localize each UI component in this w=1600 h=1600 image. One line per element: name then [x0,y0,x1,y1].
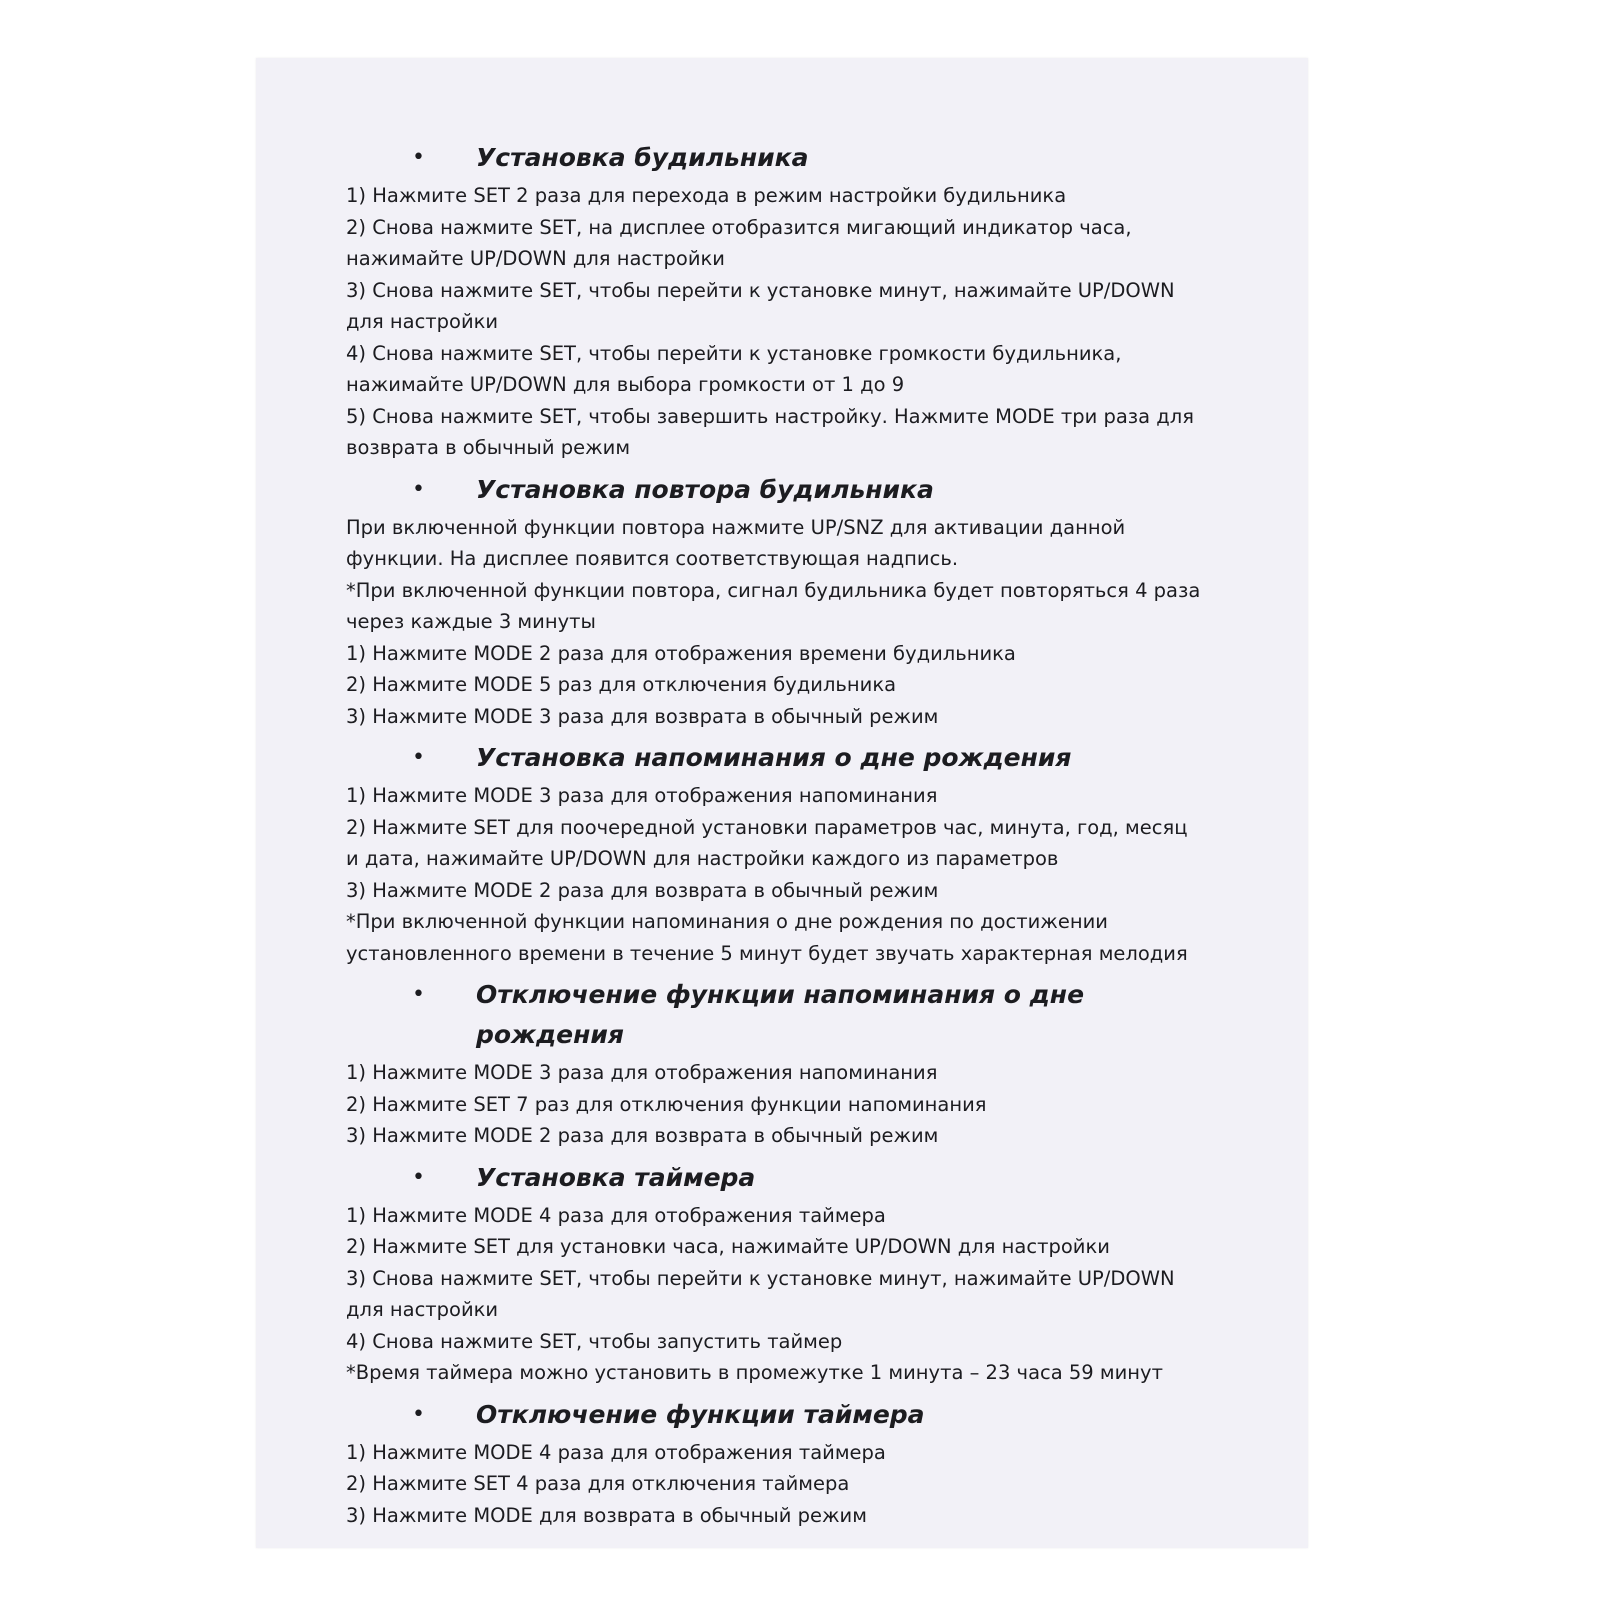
bullet-icon: • [412,476,425,502]
text-line: 2) Нажмите SET 7 раз для отключения функции напоминания [346,1092,987,1116]
text-line: 2) Нажмите SET 4 раза для отключения таймера [346,1472,850,1495]
bullet-icon: • [412,1164,425,1190]
bullet-icon: • [412,145,425,170]
text-line: 3) Нажмите MODE для возврата в обычный режим [346,1503,867,1527]
section-title: Установка будильника [476,143,809,172]
text-line: 1) Нажмите MODE 4 раза для отображения таймера [346,1203,886,1227]
section-title: Установка таймера [476,1162,756,1192]
text-line: 4) Снова нажмите SET, чтобы запустить таймер [346,1329,843,1353]
text-line: через каждые 3 минуты [346,610,596,633]
text-line: и дата, нажимайте UP/DOWN для настройки каждого из параметров [346,847,1059,870]
section-heading [346,1158,1226,1198]
text-line: 1) Нажмите MODE 3 раза для отображения напоминания [346,1061,938,1084]
text-line: 2) Нажмите SET для установки часа, нажимайте UP/DOWN для настройки [346,1235,1110,1258]
text-line: для настройки [346,1298,499,1321]
section-heading [346,1395,1226,1435]
text-line: установленного времени в течение 5 минут будет звучать характерная мелодия [346,941,1188,965]
text-line: 3) Снова нажмите SET, чтобы перейти к установке минут, нажимайте UP/DOWN [346,1266,1175,1290]
instruction-content [346,132,1226,1531]
text-line: 1) Нажмите MODE 3 раза для отображения напоминания [346,784,938,807]
bullet-icon: • [412,982,425,1007]
text-line: 5) Снова нажмите SET, чтобы завершить настройку. Нажмите MODE три раза для [346,404,1194,428]
section-title: Отключение функции напоминания о дне рождения [476,980,1085,1049]
section-title: Установка напоминания о дне рождения [476,743,1072,772]
instruction-sheet [256,58,1308,1548]
text-line: нажимайте UP/DOWN для выбора громкости от 1 до 9 [346,373,905,396]
section-heading [346,138,1226,178]
text-line: функции. На дисплее появится соответствующая надпись. [346,547,959,570]
text-line: 2) Снова нажмите SET, на дисплее отобразится мигающий индикатор часа, [346,215,1132,239]
text-line: 1) Нажмите MODE 4 раза для отображения таймера [346,1440,886,1464]
section-snooze-setup [346,470,1226,733]
text-line: 1) Нажмите MODE 2 раза для отображения времени будильника [346,641,1016,665]
text-line: 4) Снова нажмите SET, чтобы перейти к установке громкости будильника, [346,341,1122,365]
section-heading [346,975,1226,1055]
text-line: *При включенной функции напоминания о дне рождения по достижении [346,910,1108,933]
text-line: 3) Нажмите MODE 2 раза для возврата в обычный режим [346,878,939,902]
section-title: Установка повтора будильника [476,474,934,504]
text-line: При включенной функции повтора нажмите UP/SNZ для активации данной [346,515,1126,539]
text-line: 2) Нажмите SET для поочередной установки параметров час, минута, год, месяц [346,815,1188,839]
section-heading [346,738,1226,778]
section-alarm-setup [346,138,1226,464]
section-heading [346,470,1226,510]
text-line: 3) Снова нажмите SET, чтобы перейти к установке минут, нажимайте UP/DOWN [346,278,1175,302]
text-line: *При включенной функции повтора, сигнал будильника будет повторяться 4 раза [346,578,1201,602]
section-birthday-reminder [346,738,1226,969]
text-line: 1) Нажмите SET 2 раза для перехода в режим настройки будильника [346,184,1067,207]
bullet-icon: • [412,745,425,770]
section-timer-off [346,1395,1226,1532]
text-line: 3) Нажмите MODE 3 раза для возврата в обычный режим [346,704,939,728]
section-timer-setup [346,1158,1226,1389]
text-line: *Время таймера можно установить в промежутке 1 минута – 23 часа 59 минут [346,1361,1163,1384]
section-title: Отключение функции таймера [476,1399,925,1429]
text-line: нажимайте UP/DOWN для настройки [346,247,725,270]
text-line: 3) Нажмите MODE 2 раза для возврата в обычный режим [346,1124,939,1147]
text-line: для настройки [346,310,499,333]
text-line: возврата в обычный режим [346,436,631,459]
bullet-icon: • [412,1401,425,1427]
section-birthday-reminder-off [346,975,1226,1152]
text-line: 2) Нажмите MODE 5 раз для отключения будильника [346,673,897,696]
